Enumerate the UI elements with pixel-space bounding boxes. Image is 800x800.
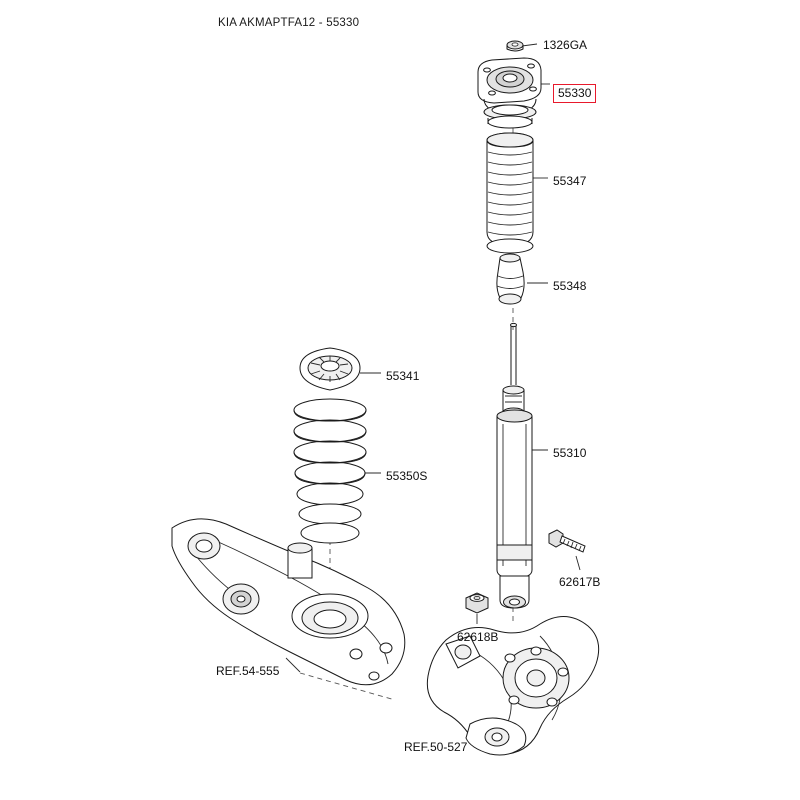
part-1326ga-nut [507,41,523,51]
part-62617b-bolt [549,530,585,552]
part-label-62617b[interactable]: 62617B [559,575,601,589]
part-label-55350s[interactable]: 55350S [386,469,428,483]
part-label-55348[interactable]: 55348 [553,279,587,293]
part-label-ref-54-555[interactable]: REF.54-555 [216,664,280,678]
part-rear-knuckle-carrier [427,616,598,755]
part-55350s-coil-spring [294,399,366,543]
diagram-title: KIA AKMAPTFA12 - 55330 [218,17,360,29]
part-55341-spring-pad [300,348,360,390]
part-label-62618b[interactable]: 62618B [457,630,499,644]
part-label-55347[interactable]: 55347 [553,174,587,188]
part-label-1326ga[interactable]: 1326GA [543,38,588,52]
part-62618b-nut [466,593,488,613]
part-55310-shock-absorber [497,323,532,608]
part-label-ref-50-527[interactable]: REF.50-527 [404,740,468,754]
part-label-55341[interactable]: 55341 [386,369,420,383]
part-55330-strut-mount [478,58,541,128]
part-55347-dust-cover [487,133,533,253]
part-label-55310[interactable]: 55310 [553,446,587,460]
part-label-55330[interactable]: 55330 [553,84,596,103]
part-55348-bump-stopper [497,254,524,304]
